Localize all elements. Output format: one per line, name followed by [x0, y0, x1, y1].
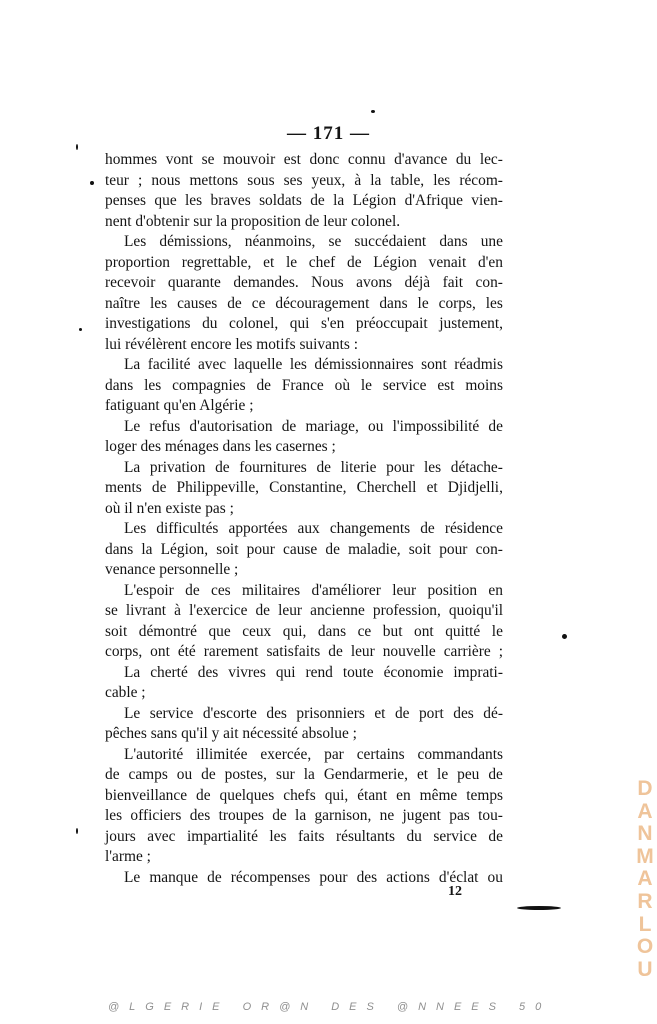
- text-line: où il n'en existe pas ;: [105, 499, 234, 517]
- text-line: l'arme ;: [105, 848, 151, 865]
- text-line: jours avec impartialité les faits résultants du service de: [105, 827, 503, 845]
- text-line: proportion regrettable, et le chef de Légion venait d'en: [105, 253, 503, 271]
- ink-dash-mark: [517, 906, 561, 910]
- ink-speck: [562, 634, 567, 639]
- text-line: venance personnelle ;: [105, 561, 239, 578]
- text-line: recevoir quarante demandes. Nous avons déjà fait con-: [105, 274, 503, 291]
- text-line: dans les compagnies de France où le service est moins: [105, 376, 503, 394]
- text-line: lui révélèrent encore les motifs suivants :: [105, 335, 359, 353]
- text-line: fatiguant qu'en Algérie ;: [105, 397, 254, 414]
- ink-speck: [79, 328, 82, 331]
- text-line: La privation de fournitures de literie pour les détache-: [124, 458, 503, 476]
- text-line: investigations du colonel, qui s'en préoccupait justement,: [105, 315, 503, 332]
- printer-signature-mark: 12: [448, 884, 462, 899]
- text-line: L'espoir de ces militaires d'améliorer leur position en: [124, 581, 503, 599]
- text-line: loger des ménages dans les casernes ;: [105, 438, 336, 455]
- ink-speck: [76, 828, 78, 834]
- body-text: [105, 150, 503, 888]
- text-line: Le service d'escorte des prisonniers et de port des dé-: [124, 704, 503, 722]
- text-line: dans la Légion, soit pour cause de maladie, soit pour con-: [105, 540, 503, 558]
- text-line: soit démontré que ceux qui, dans ce but ont quitté le: [105, 622, 503, 640]
- text-line: naître les causes de ce découragement dans le corps, les: [105, 294, 503, 312]
- page-number-header: — 171 —: [287, 123, 370, 144]
- text-line: les officiers des troupes de la garnison, ne jugent pas tou-: [105, 807, 503, 824]
- text-line: pêches sans qu'il y ait nécessité absolue ;: [105, 725, 357, 742]
- ink-speck: [90, 181, 94, 185]
- text-line: se livrant à l'exercice de leur ancienne profession, quoiqu'il: [105, 602, 503, 619]
- ink-speck: [371, 110, 375, 113]
- text-line: Les démissions, néanmoins, se succédaient dans une: [124, 233, 503, 250]
- ink-speck: [76, 144, 78, 150]
- text-line: teur ; nous mettons sous ses yeux, à la table, les récom-: [105, 171, 503, 189]
- text-line: La cherté des vivres qui rend toute économie imprati-: [124, 663, 503, 681]
- text-line: cable ;: [105, 684, 146, 701]
- text-line: corps, ont été rarement satisfaits de leur nouvelle carrière ;: [105, 643, 503, 660]
- text-line: bienveillance de quelques chefs qui, étant en même temps: [105, 786, 503, 804]
- text-line: Les difficultés apportées aux changements de résidence: [124, 520, 503, 537]
- text-line: de camps ou de postes, sur la Gendarmerie, et le peu de: [105, 766, 503, 783]
- text-line: L'autorité illimitée exercée, par certains commandants: [124, 745, 503, 763]
- text-line: La facilité avec laquelle les démissionnaires sont réadmis: [124, 356, 503, 373]
- text-line: Le manque de récompenses pour des actions d'éclat ou: [124, 868, 503, 886]
- text-line: Le refus d'autorisation de mariage, ou l'impossibilité de: [124, 417, 503, 435]
- footer-watermark: @LGERIE OR@N DES @NNEES 50: [108, 1001, 552, 1013]
- text-line: penses que les braves soldats de la Légion d'Afrique vien-: [105, 192, 503, 209]
- text-line: hommes vont se mouvoir est donc connu d'avance du lec-: [105, 151, 503, 168]
- text-line: nent d'obtenir sur la proposition de leur colonel.: [105, 212, 401, 230]
- watermark-vertical: D A N M A R L O U: [636, 777, 654, 981]
- text-line: ments de Philippeville, Constantine, Cherchell et Djidjelli,: [105, 479, 503, 496]
